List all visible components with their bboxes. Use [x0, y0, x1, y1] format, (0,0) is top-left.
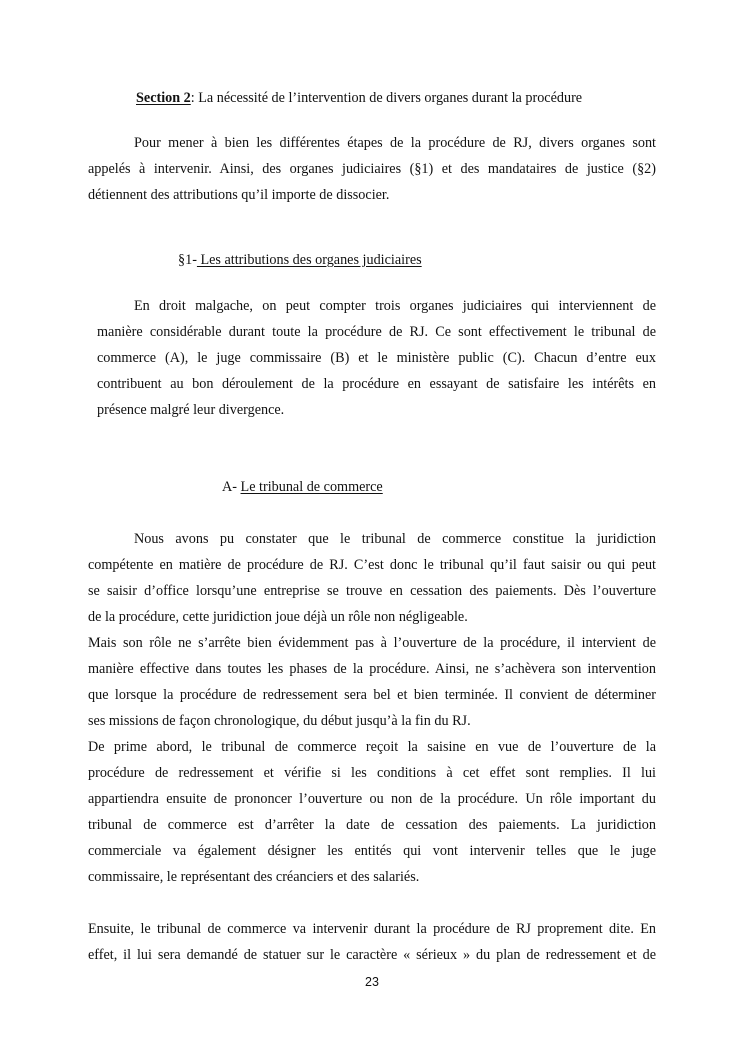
paragraph-line: tribunal de commerce est d’arrêter la date de cessation des paiements. La juridiction [88, 817, 656, 833]
paragraph-line: de la procédure, cette juridiction joue déjà un rôle non négligeable. [88, 609, 468, 625]
paragraph-line: De prime abord, le tribunal de commerce reçoit la saisine en vue de l’ouverture de la [88, 739, 656, 755]
section-heading [136, 89, 582, 107]
paragraph-line: commerce (A), le juge commissaire (B) et le ministère public (C). Chacun d’entre eux [97, 350, 656, 366]
section-title: : La nécessité de l’intervention de divers organes durant la procédure [190, 90, 583, 106]
paragraph-line: commissaire, le représentant des créanciers et des salariés. [88, 869, 420, 885]
paragraph-line: manière effective dans toutes les phases de la procédure. Ainsi, ne s’achèvera son intervention [88, 661, 656, 677]
paragraph-line: Nous avons pu constater que le tribunal de commerce constitue la juridiction [134, 531, 656, 547]
paragraph-line: En droit malgache, on peut compter trois organes judiciaires qui interviennent de [134, 298, 656, 314]
intro-line: appelés à intervenir. Ainsi, des organes judiciaires (§1) et des mandataires de justice (§2) [88, 161, 656, 177]
heading-a-prefix: A- [222, 479, 241, 495]
paragraph-line: Mais son rôle ne s’arrête bien évidemment pas à l’ouverture de la procédure, il intervient de [88, 635, 656, 651]
subsection-title: Les attributions des organes judiciaires [196, 252, 422, 268]
paragraph-line: commerciale va également désigner les entités qui vont intervenir telles que le juge [88, 843, 656, 859]
intro-line: Pour mener à bien les différentes étapes de la procédure de RJ, divers organes sont [134, 135, 656, 151]
heading-a-title: Le tribunal de commerce [240, 479, 383, 495]
subsection-heading [178, 251, 422, 269]
paragraph-line: compétente en matière de procédure de RJ. C’est donc le tribunal qu’il faut saisir ou qui peut [88, 557, 656, 573]
paragraph-line: contribuent au bon déroulement de la procédure en essayant de satisfaire les intérêts en [97, 376, 656, 392]
heading-a [222, 478, 383, 496]
paragraph-line: effet, il lui sera demandé de statuer sur le caractère « sérieux » du plan de redressement et de [88, 947, 656, 963]
paragraph-line: que lorsque la procédure de redressement sera bel et bien terminée. Il convient de déterminer [88, 687, 656, 703]
paragraph-line: appartiendra ensuite de prononcer l’ouverture ou non de la procédure. Un rôle important du [88, 791, 656, 807]
paragraph-line: se saisir d’office lorsqu’une entreprise se trouve en cessation des paiements. Dès l’ouverture [88, 583, 656, 599]
paragraph-line: manière considérable durant toute la procédure de RJ. Ce sont effectivement le tribunal de [97, 324, 656, 340]
paragraph-line: Ensuite, le tribunal de commerce va intervenir durant la procédure de RJ proprement dite. En [88, 921, 656, 937]
paragraph-line: présence malgré leur divergence. [97, 402, 285, 418]
intro-line: détiennent des attributions qu’il importe de dissocier. [88, 187, 390, 203]
paragraph-line: ses missions de façon chronologique, du début jusqu’à la fin du RJ. [88, 713, 471, 729]
paragraph-line: procédure de redressement et vérifie si les conditions à cet effet sont remplies. Il lui [88, 765, 656, 781]
page-number: 23 [365, 975, 379, 989]
subsection-prefix: §1- [178, 252, 197, 268]
section-label: Section 2 [136, 90, 191, 106]
